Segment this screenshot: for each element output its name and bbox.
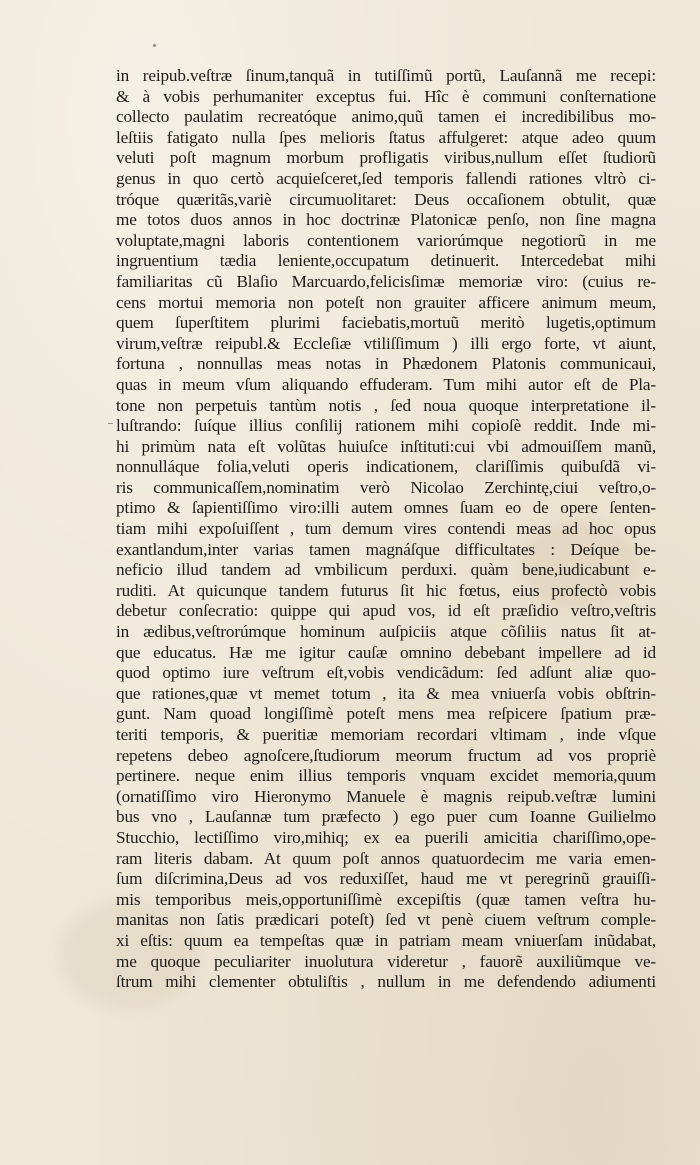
text-line: neficio illud tandem ad vmbilicum perduxi. quàm bene,iudicabunt e- — [116, 560, 656, 580]
text-line: mis temporibus meis,opportuniſſimè excepiſtis (quæ tamen veſtra hu- — [116, 889, 656, 909]
text-line: xi eſtis: quum ea tempeſtas quæ in patriam meam vniuerſam inũdabat, — [116, 930, 656, 950]
latin-body-text — [116, 66, 656, 993]
text-line: me quoque peculiariter inuolutura videretur , fauorẽ auxiliũmque ve- — [116, 951, 656, 971]
text-line: que rationes,quæ vt memet totum , ita & mea vniuerſa vobis obſtrin- — [116, 683, 656, 703]
text-line: pertinere. neque enim illius temporis vnquam excidet memoria,quum — [116, 766, 656, 786]
ink-speck — [152, 43, 156, 47]
text-line: in reipub.veſtræ ſinum,tanquã in tutiſſimũ portũ, Lauſannã me recepi: — [116, 66, 656, 85]
text-line: ram literis dabam. At quum poſt annos quatuordecim me varia emen- — [116, 848, 656, 868]
text-line: genus in quo certò acquieſceret,ſed temporis fallendi rationes vltrò ci- — [116, 168, 656, 188]
text-line: hi primùm nata eſt volũtas huiuſce inſtituti:cui vbi admouiſſem manũ, — [116, 436, 656, 456]
margin-mark — [108, 423, 113, 424]
text-line: voluptate,magni laboris contentionem variorúmque negotiorũ in me — [116, 230, 656, 250]
text-line: teriti temporis, & pueritiæ memoriam recordari vltimam , inde vſque — [116, 725, 656, 744]
text-line: exantlandum,inter varias tamen magnáſque difficultates : Deíque be- — [116, 539, 656, 559]
text-line: ingruentium tædia leniente,occupatum detinuerit. Intercedebat mihi — [116, 251, 656, 271]
text-line: que educatus. Hæ me igitur cauſæ omnino debebant impellere ad id — [116, 642, 656, 662]
text-line: collecto paulatim recreatóque animo,quũ tamen ei incredibilibus mo- — [116, 107, 656, 127]
text-line: quas in meum vſum aliquando effuderam. Tum mihi autor eſt de Pla- — [116, 374, 656, 394]
text-line: tróque quæritãs,variè circumuolitaret: Deus occaſionem obtulit, quæ — [116, 189, 656, 209]
text-line: quod optimo iure veſtrum eſt,vobis vendicãdum: ſed adſunt aliæ quo- — [116, 663, 656, 683]
text-line: gunt. Nam quoad longiſſimè poteſt mens mea reſpicere ſpatium præ- — [116, 704, 656, 724]
text-line: leſtiis fatigato nulla ſpes melioris ſtatus affulgeret: atque adeo quum — [116, 127, 656, 147]
text-line: bus vno , Lauſannæ tum præfecto ) ego puer cum Ioanne Guilielmo — [116, 807, 656, 827]
text-line: Stucchio, lectiſſimo viro,mihiq; ex ea puerili amicitia chariſſimo,ope- — [116, 827, 656, 847]
text-line: cens mortui memoria non poteſt non grauiter afficere animum meum, — [116, 292, 656, 312]
text-line: tiam mihi expoſuiſſent , tum demum vires contendi meas ad hoc opus — [116, 519, 656, 539]
text-line: ſtrum mihi clementer obtuliſtis , nullum in me defendendo adiumenti — [116, 972, 656, 992]
text-line: quem ſuperſtitem plurimi faciebatis,mortuũ meritò lugetis,optimum — [116, 313, 656, 333]
text-line: tone non perpetuis tantùm notis , ſed noua quoque interpretatione il- — [116, 395, 656, 415]
text-line: manitas non ſatis prædicari poteſt) ſed vt penè ciuem veſtrum comple- — [116, 910, 656, 930]
text-line: virum,veſtræ reipubl.& Eccleſiæ vtiliſſimum ) illi ergo forte, vt aiunt, — [116, 333, 656, 353]
text-line: familiaritas cũ Blaſio Marcuardo,felicisſimæ memoriæ viro: (cuius re- — [116, 271, 656, 291]
text-line: veluti poſt magnum morbum profligatis viribus,nullum eſſet ſtudiorũ — [116, 148, 656, 168]
text-line: luſtrando: ſuíque illius conſilij rationem mihi copioſè reddit. Inde mi- — [116, 416, 656, 436]
text-line: (ornatiſſimo viro Hieronymo Manuele è magnis reipub.veſtræ lumini — [116, 786, 656, 806]
text-line: repetens debeo agnoſcere,ſtudiorum meorum fructum ad vos propriè — [116, 745, 656, 765]
text-line: debetur conſecratio: quippe qui apud vos, id eſt præſidio veſtro,veſtris — [116, 601, 656, 621]
text-line: in ædibus,veſtrorúmque hominum auſpiciis atque cõſiliis natus ſit at- — [116, 622, 656, 642]
text-line: ptimo & ſapientiſſimo viro:illi autem omnes ſuam eo de opere ſenten- — [116, 498, 656, 518]
text-line: ruditi. At quicunque tandem futurus ſit hic fœtus, eius profectò vobis — [116, 580, 656, 600]
text-line: & à vobis perhumaniter exceptus fui. Hîc è communi conſternatione — [116, 86, 656, 106]
text-line: nonnulláque folia,veluti operis indicationem, clariſſimis quibuſdã vi- — [116, 457, 656, 477]
text-line: ris communicaſſem,nominatim verò Nicolao Zerchintę,ciui veſtro,o- — [116, 477, 656, 497]
text-line: fortuna , nonnullas meas notas in Phædonem Platonis communicaui, — [116, 354, 656, 374]
text-line: me totos duos annos in hoc doctrinæ Platonicæ penſo, non ſine magna — [116, 210, 656, 230]
text-line: ſum diſcrimina,Deus ad vos reduxiſſet, haud me vt peregrinũ grauiſſi- — [116, 869, 656, 889]
